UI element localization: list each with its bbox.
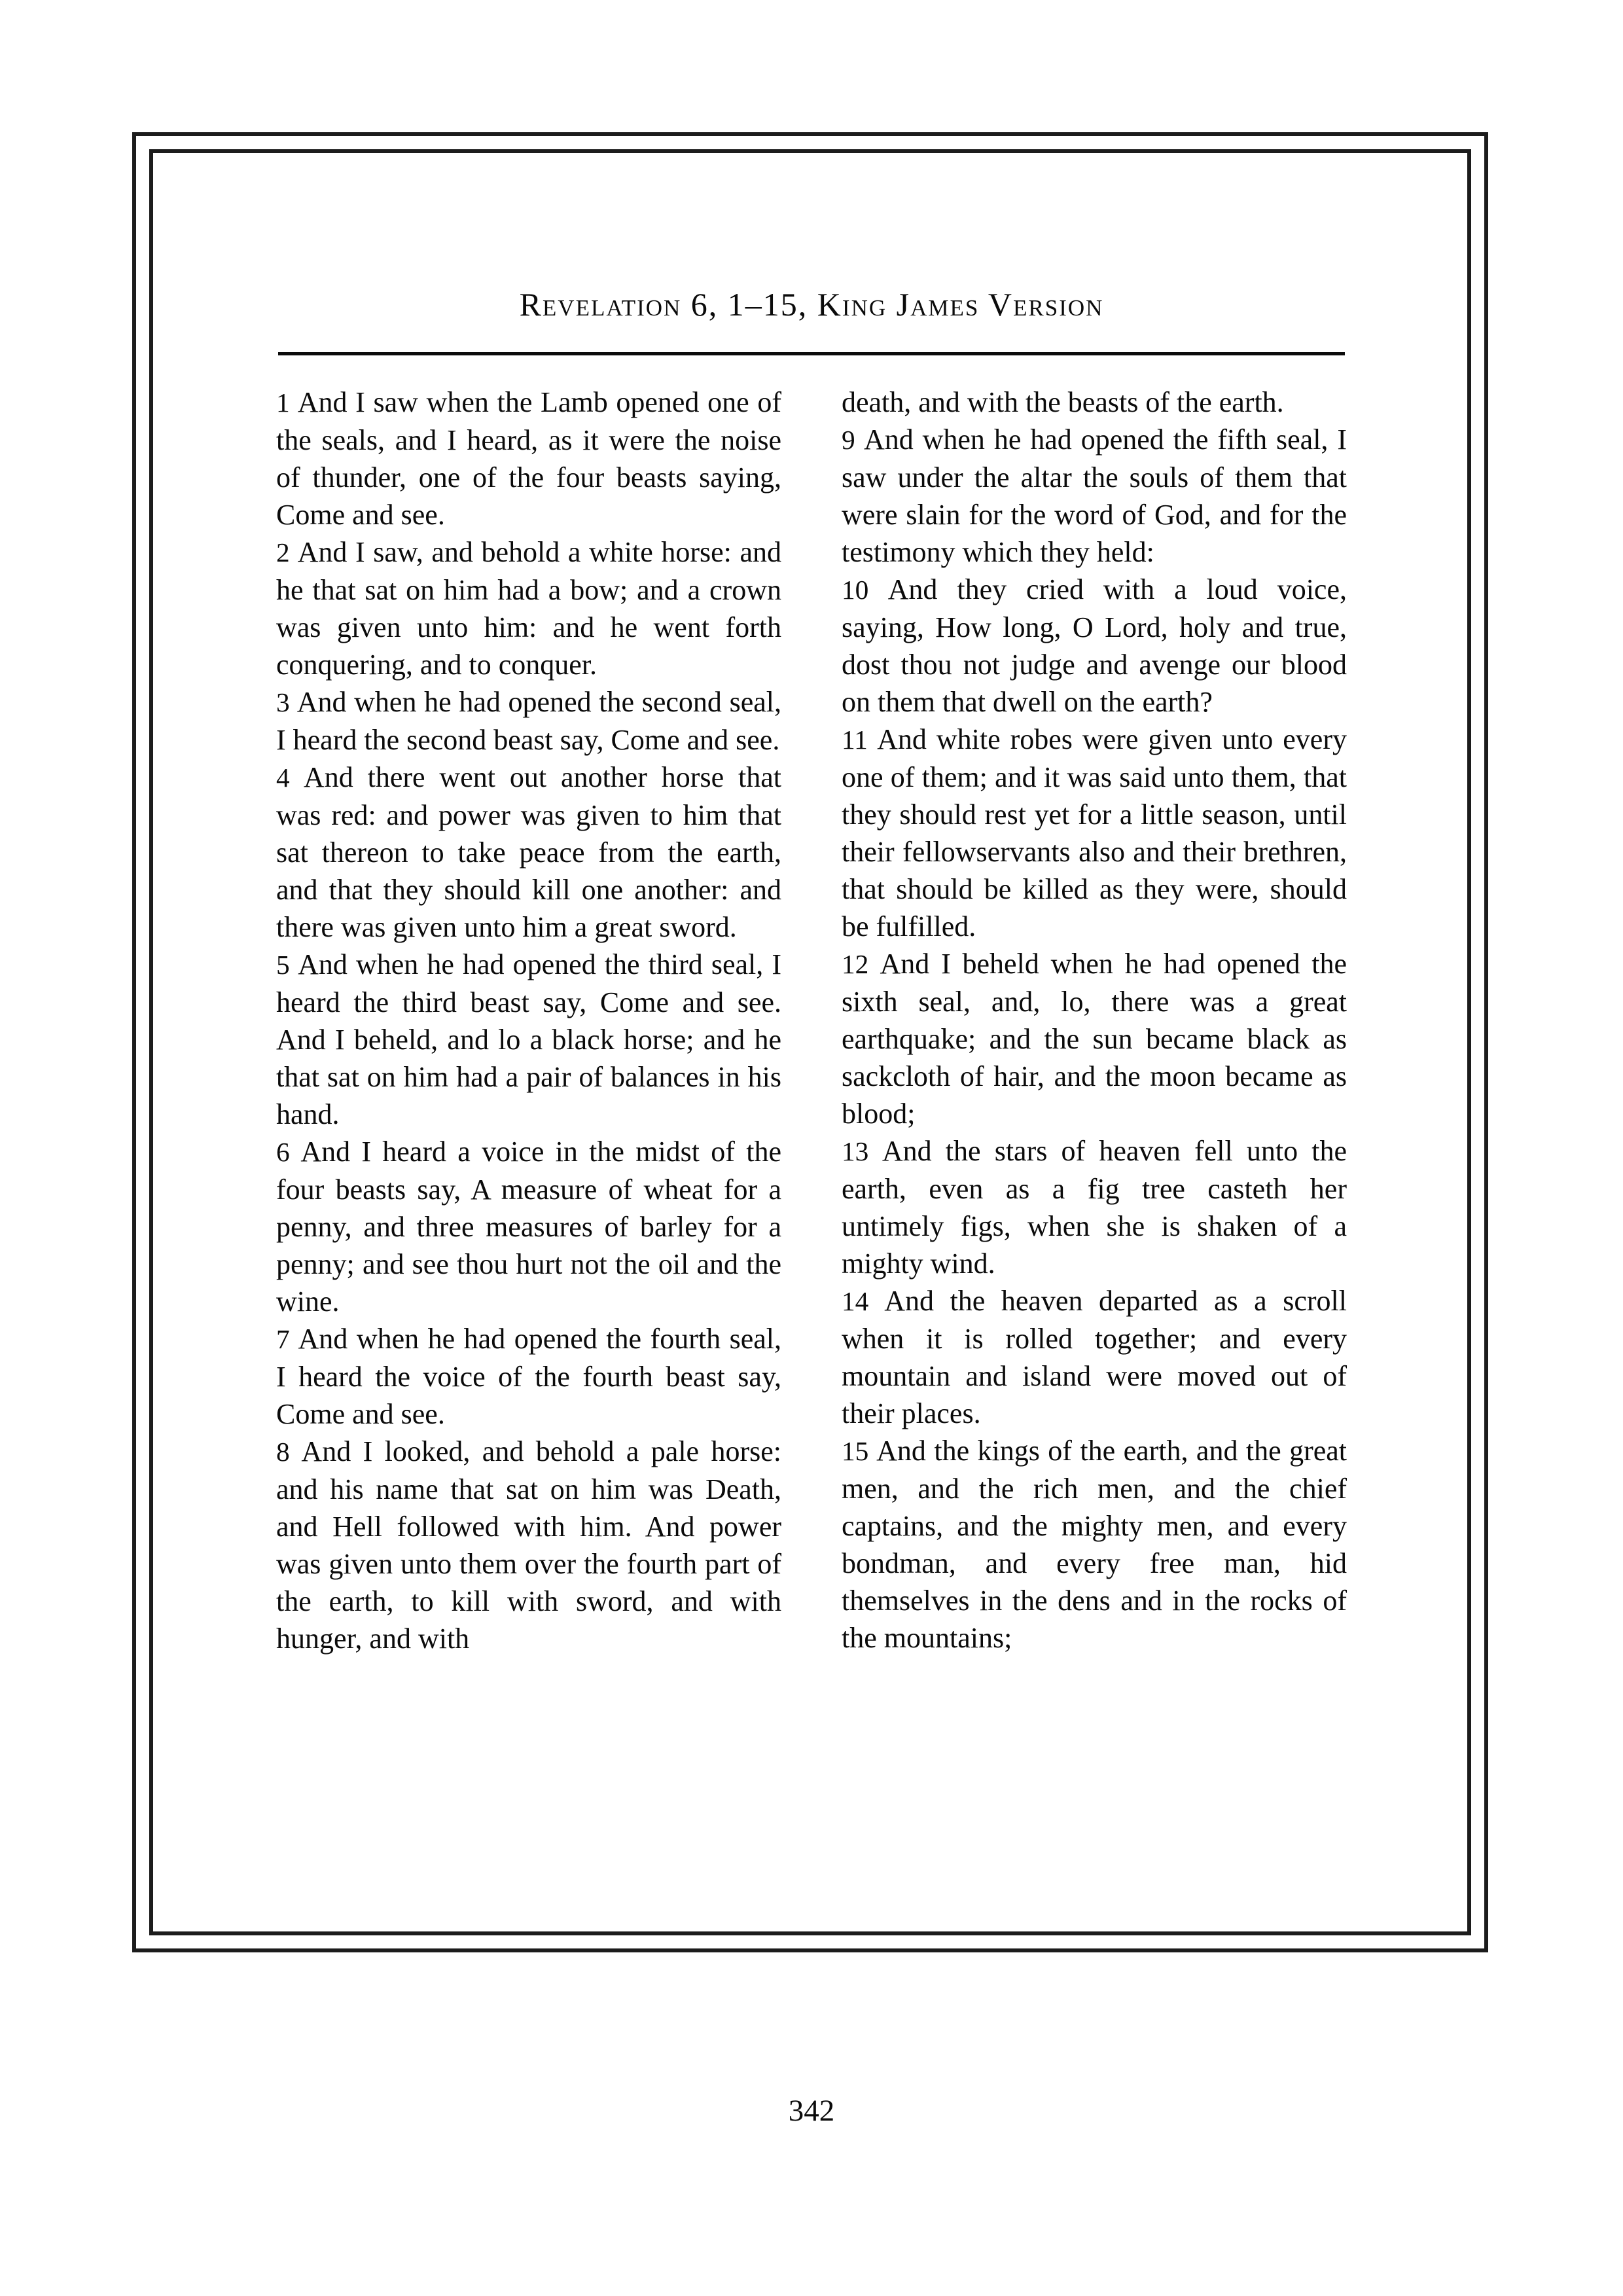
verse-number: 6 xyxy=(276,1137,301,1167)
verse-13: 13 And the stars of heaven fell unto the earth, even as a fig tree casteth her untimely figs, when she is shaken of a mighty wind. xyxy=(842,1135,1347,1280)
verse-number: 13 xyxy=(842,1136,882,1166)
verse-15: 15 And the kings of the earth, and the great men, and the rich men, and the chief captains, and the mighty men, and every bondman, and every free man, hid themselves in the dens and in the rocks of the mountains; xyxy=(842,1435,1347,1654)
verse-number: 15 xyxy=(842,1436,877,1466)
verse-number: 2 xyxy=(276,537,298,567)
verse-2: 2 And I saw, and behold a white horse: and he that sat on him had a bow; and a crown was given unto him: and he went forth conquering, and to conquer. xyxy=(276,536,781,681)
right-column xyxy=(842,384,1347,1657)
left-column xyxy=(276,384,781,1657)
verse-11: 11 And white robes were given unto every one of them; and it was said unto them, that they should rest yet for a little season, until their fellowservants also and their brethren, that should be killed as they were, should be fulfilled. xyxy=(842,723,1347,942)
verse-10: 10 And they cried with a loud voice, saying, How long, O Lord, holy and true, dost thou not judge and avenge our blood on them that dwell on the earth? xyxy=(842,573,1347,718)
title-rule xyxy=(278,352,1345,355)
verse-5: 5 And when he had opened the third seal, I heard the third beast say, Come and see. And I beheld, and lo a black horse; and he that sat on him had a pair of balances in his hand. xyxy=(276,948,781,1130)
text-columns xyxy=(276,384,1347,1657)
page-number: 342 xyxy=(788,2094,835,2128)
verse-number: 4 xyxy=(276,762,304,793)
verse-number: 5 xyxy=(276,950,298,980)
verse-number: 11 xyxy=(842,725,878,755)
verse-8: 8 And I looked, and behold a pale horse: and his name that sat on him was Death, and Hell followed with him. And power was given unto them over the fourth part of the earth, to kill with sword, and with hunger, and with xyxy=(276,1435,781,1655)
verse-number: 9 xyxy=(842,425,864,455)
verse-3: 3 And when he had opened the second seal, I heard the second beast say, Come and see. xyxy=(276,686,781,756)
page-title: Revelation 6, 1–15, King James Version xyxy=(519,286,1104,323)
verse-1: 1 And I saw when the Lamb opened one of the seals, and I heard, as it were the noise of thunder, one of the four beasts saying, Come and see. xyxy=(276,386,781,531)
verse-9: 9 And when he had opened the fifth seal, I saw under the altar the souls of them that were slain for the word of God, and for the testimony which they held: xyxy=(842,423,1347,568)
verse-number: 10 xyxy=(842,575,888,605)
verse-continuation: death, and with the beasts of the earth. xyxy=(842,386,1284,418)
verse-number: 12 xyxy=(842,949,880,979)
verse-number: 14 xyxy=(842,1286,885,1316)
verse-number: 7 xyxy=(276,1324,298,1354)
verse-number: 1 xyxy=(276,387,298,418)
verse-number: 3 xyxy=(276,687,297,717)
verse-14: 14 And the heaven departed as a scroll when it is rolled together; and every mountain and island were moved out of their places. xyxy=(842,1285,1347,1429)
verse-number: 8 xyxy=(276,1437,302,1467)
verse-7: 7 And when he had opened the fourth seal, I heard the voice of the fourth beast say, Come and see. xyxy=(276,1323,781,1430)
verse-4: 4 And there went out another horse that was red: and power was given to him that sat thereon to take peace from the earth, and that they should kill one another: and there was given unto him a great sword. xyxy=(276,761,781,943)
verse-6: 6 And I heard a voice in the midst of the four beasts say, A measure of wheat for a penny, and three measures of barley for a penny; and see thou hurt not the oil and the wine. xyxy=(276,1136,781,1318)
verse-12: 12 And I beheld when he had opened the sixth seal, and, lo, there was a great earthquake; and the sun became black as sackcloth of hair, and the moon became as blood; xyxy=(842,948,1347,1130)
